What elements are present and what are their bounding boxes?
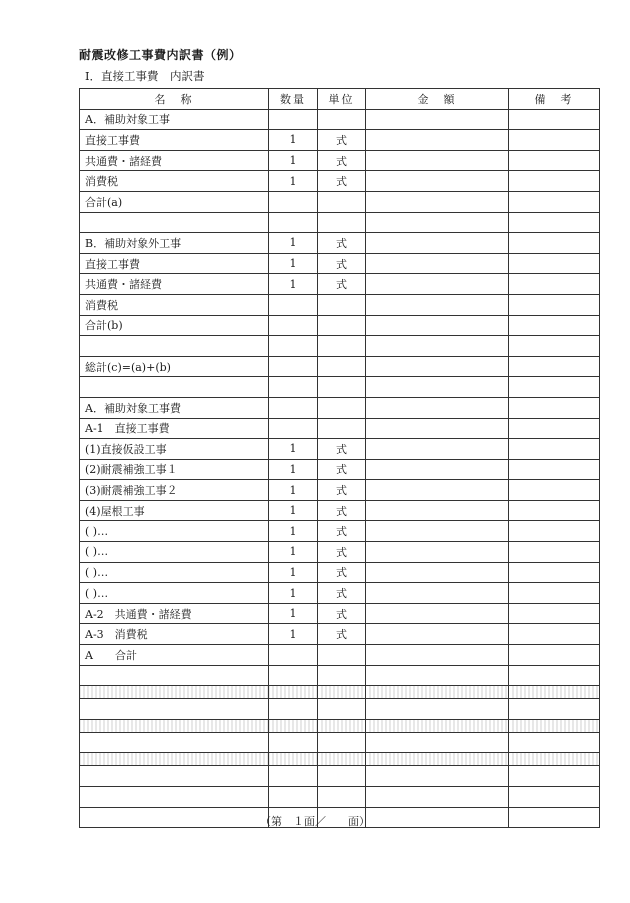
break-marker: [366, 753, 509, 766]
row-unit[interactable]: [318, 315, 366, 336]
row-amount[interactable]: [366, 480, 509, 501]
row-name[interactable]: 合計(a): [80, 191, 269, 212]
empty-cell[interactable]: [80, 787, 269, 808]
empty-cell[interactable]: [318, 787, 366, 808]
row-remarks[interactable]: [509, 191, 600, 212]
row-unit[interactable]: 式: [318, 171, 366, 192]
row-remarks[interactable]: [509, 521, 600, 542]
row-name[interactable]: [80, 336, 269, 357]
row-amount[interactable]: [366, 356, 509, 377]
empty-cell[interactable]: [366, 766, 509, 787]
empty-cell[interactable]: [318, 732, 366, 753]
row-quantity[interactable]: 1: [269, 583, 318, 604]
break-marker: [509, 753, 600, 766]
table-row: [80, 480, 600, 501]
table-row: [80, 521, 600, 542]
row-name[interactable]: 直接工事費: [80, 253, 269, 274]
row-name[interactable]: A-3 消費税: [80, 624, 269, 645]
row-name[interactable]: (1)直接仮設工事: [80, 439, 269, 460]
row-unit[interactable]: 式: [318, 521, 366, 542]
row-amount[interactable]: [366, 459, 509, 480]
header-quantity: 数量: [269, 89, 318, 110]
row-unit[interactable]: 式: [318, 459, 366, 480]
row-remarks[interactable]: [509, 439, 600, 460]
row-remarks[interactable]: [509, 624, 600, 645]
row-unit[interactable]: 式: [318, 233, 366, 254]
row-remarks[interactable]: [509, 377, 600, 398]
table-row: [80, 109, 600, 130]
empty-cell[interactable]: [269, 699, 318, 720]
row-unit[interactable]: 式: [318, 624, 366, 645]
row-amount[interactable]: [366, 294, 509, 315]
break-marker: [80, 719, 269, 732]
row-amount[interactable]: [366, 645, 509, 666]
row-unit[interactable]: 式: [318, 500, 366, 521]
document-title: 耐震改修工事費内訳書（例）: [79, 48, 242, 62]
break-marker: [269, 719, 318, 732]
table-row: [80, 150, 600, 171]
table-row: [80, 171, 600, 192]
table-row: [80, 377, 600, 398]
row-unit[interactable]: [318, 645, 366, 666]
table-row: [80, 336, 600, 357]
row-amount[interactable]: [366, 521, 509, 542]
row-quantity[interactable]: 1: [269, 500, 318, 521]
break-marker: [318, 686, 366, 699]
row-remarks[interactable]: [509, 233, 600, 254]
empty-cell[interactable]: [509, 699, 600, 720]
row-remarks[interactable]: [509, 212, 600, 233]
row-name[interactable]: 直接工事費: [80, 130, 269, 151]
row-name[interactable]: [80, 212, 269, 233]
break-marker: [80, 686, 269, 699]
row-amount[interactable]: [366, 109, 509, 130]
table-row: [80, 130, 600, 151]
row-remarks[interactable]: [509, 109, 600, 130]
row-quantity[interactable]: [269, 356, 318, 377]
row-name[interactable]: 消費税: [80, 294, 269, 315]
table-row: [80, 562, 600, 583]
row-unit[interactable]: 式: [318, 542, 366, 563]
row-amount[interactable]: [366, 583, 509, 604]
row-quantity[interactable]: [269, 645, 318, 666]
table-row: [80, 418, 600, 439]
row-remarks[interactable]: [509, 562, 600, 583]
row-amount[interactable]: [366, 542, 509, 563]
empty-cell[interactable]: [509, 665, 600, 686]
row-name[interactable]: ( )…: [80, 521, 269, 542]
row-amount[interactable]: [366, 439, 509, 460]
breakdown-table: [79, 88, 600, 828]
row-quantity[interactable]: [269, 315, 318, 336]
row-quantity[interactable]: 1: [269, 521, 318, 542]
empty-cell[interactable]: [269, 665, 318, 686]
row-quantity[interactable]: 1: [269, 233, 318, 254]
empty-cell[interactable]: [318, 766, 366, 787]
row-name[interactable]: ( )…: [80, 542, 269, 563]
row-name[interactable]: (3)耐震補強工事２: [80, 480, 269, 501]
empty-cell[interactable]: [509, 766, 600, 787]
row-quantity[interactable]: 1: [269, 130, 318, 151]
table-row: [80, 699, 600, 720]
row-unit[interactable]: 式: [318, 583, 366, 604]
row-unit[interactable]: [318, 109, 366, 130]
empty-cell[interactable]: [318, 699, 366, 720]
row-amount[interactable]: [366, 562, 509, 583]
row-name[interactable]: 消費税: [80, 171, 269, 192]
break-marker: [366, 686, 509, 699]
row-quantity[interactable]: 1: [269, 253, 318, 274]
row-quantity[interactable]: [269, 294, 318, 315]
row-remarks[interactable]: [509, 274, 600, 295]
break-marker: [269, 753, 318, 766]
table-row: [80, 274, 600, 295]
row-name[interactable]: (4)屋根工事: [80, 500, 269, 521]
row-name[interactable]: 総計(c)=(a)+(b): [80, 356, 269, 377]
row-quantity[interactable]: 1: [269, 171, 318, 192]
table-row: [80, 787, 600, 808]
row-name[interactable]: [80, 377, 269, 398]
row-amount[interactable]: [366, 150, 509, 171]
row-remarks[interactable]: [509, 253, 600, 274]
row-amount[interactable]: [366, 397, 509, 418]
row-name[interactable]: ( )…: [80, 562, 269, 583]
row-remarks[interactable]: [509, 336, 600, 357]
table-row: [80, 766, 600, 787]
row-unit[interactable]: [318, 418, 366, 439]
break-marker: [80, 753, 269, 766]
table-row: [80, 212, 600, 233]
row-quantity[interactable]: 1: [269, 562, 318, 583]
empty-cell[interactable]: [80, 766, 269, 787]
row-quantity[interactable]: 1: [269, 542, 318, 563]
empty-cell[interactable]: [80, 665, 269, 686]
empty-cell[interactable]: [269, 732, 318, 753]
empty-cell[interactable]: [80, 732, 269, 753]
row-remarks[interactable]: [509, 397, 600, 418]
row-quantity[interactable]: 1: [269, 439, 318, 460]
row-amount[interactable]: [366, 130, 509, 151]
row-name[interactable]: ( )…: [80, 583, 269, 604]
row-remarks[interactable]: [509, 542, 600, 563]
row-unit[interactable]: [318, 356, 366, 377]
row-remarks[interactable]: [509, 171, 600, 192]
row-remarks[interactable]: [509, 480, 600, 501]
row-remarks[interactable]: [509, 150, 600, 171]
row-unit[interactable]: 式: [318, 603, 366, 624]
row-amount[interactable]: [366, 212, 509, 233]
row-remarks[interactable]: [509, 294, 600, 315]
row-unit[interactable]: [318, 212, 366, 233]
table-body: [80, 109, 600, 828]
row-amount[interactable]: [366, 171, 509, 192]
row-quantity[interactable]: [269, 109, 318, 130]
table-row: [80, 233, 600, 254]
empty-cell[interactable]: [269, 787, 318, 808]
row-amount[interactable]: [366, 253, 509, 274]
row-quantity[interactable]: 1: [269, 459, 318, 480]
empty-cell[interactable]: [509, 787, 600, 808]
row-quantity[interactable]: [269, 418, 318, 439]
break-marker: [318, 719, 366, 732]
row-quantity[interactable]: [269, 212, 318, 233]
row-quantity[interactable]: 1: [269, 603, 318, 624]
table-row: [80, 397, 600, 418]
row-quantity[interactable]: 1: [269, 624, 318, 645]
table-row: [80, 624, 600, 645]
row-remarks[interactable]: [509, 130, 600, 151]
table-row: [80, 665, 600, 686]
row-remarks[interactable]: [509, 583, 600, 604]
row-amount[interactable]: [366, 418, 509, 439]
row-name[interactable]: 合計(b): [80, 315, 269, 336]
empty-cell[interactable]: [366, 732, 509, 753]
row-remarks[interactable]: [509, 459, 600, 480]
breakdown-table-wrapper: [79, 88, 599, 828]
table-row: [80, 191, 600, 212]
row-quantity[interactable]: [269, 336, 318, 357]
row-name[interactable]: A-2 共通費・諸経費: [80, 603, 269, 624]
row-remarks[interactable]: [509, 500, 600, 521]
table-break-row: [80, 719, 600, 732]
row-unit[interactable]: 式: [318, 480, 366, 501]
row-amount[interactable]: [366, 315, 509, 336]
row-quantity[interactable]: [269, 191, 318, 212]
break-marker: [509, 719, 600, 732]
table-row: [80, 439, 600, 460]
row-quantity[interactable]: 1: [269, 274, 318, 295]
empty-cell[interactable]: [269, 766, 318, 787]
row-name[interactable]: A．補助対象工事: [80, 109, 269, 130]
table-row: [80, 459, 600, 480]
row-remarks[interactable]: [509, 603, 600, 624]
row-unit[interactable]: 式: [318, 562, 366, 583]
row-amount[interactable]: [366, 191, 509, 212]
table-row: [80, 583, 600, 604]
empty-cell[interactable]: [318, 665, 366, 686]
row-unit[interactable]: 式: [318, 253, 366, 274]
table-row: [80, 356, 600, 377]
row-amount[interactable]: [366, 624, 509, 645]
row-unit[interactable]: 式: [318, 130, 366, 151]
table-row: [80, 603, 600, 624]
row-unit[interactable]: [318, 336, 366, 357]
break-marker: [509, 686, 600, 699]
row-remarks[interactable]: [509, 418, 600, 439]
table-row: [80, 542, 600, 563]
row-name[interactable]: A．補助対象工事費: [80, 397, 269, 418]
break-marker: [318, 753, 366, 766]
table-row: [80, 315, 600, 336]
header-unit: 単位: [318, 89, 366, 110]
row-name[interactable]: 共通費・諸経費: [80, 274, 269, 295]
break-marker: [366, 719, 509, 732]
row-amount[interactable]: [366, 500, 509, 521]
header-name: 名 称: [80, 89, 269, 110]
row-name[interactable]: A-1 直接工事費: [80, 418, 269, 439]
empty-cell[interactable]: [366, 699, 509, 720]
row-unit[interactable]: 式: [318, 150, 366, 171]
row-quantity[interactable]: 1: [269, 480, 318, 501]
table-row: [80, 500, 600, 521]
table-row: [80, 732, 600, 753]
row-remarks[interactable]: [509, 315, 600, 336]
table-row: [80, 294, 600, 315]
empty-cell[interactable]: [366, 665, 509, 686]
empty-cell[interactable]: [366, 787, 509, 808]
row-unit[interactable]: [318, 191, 366, 212]
empty-cell[interactable]: [509, 732, 600, 753]
row-unit[interactable]: [318, 397, 366, 418]
row-name[interactable]: (2)耐震補強工事１: [80, 459, 269, 480]
header-amount: 金 額: [366, 89, 509, 110]
row-remarks[interactable]: [509, 356, 600, 377]
table-row: [80, 253, 600, 274]
row-name[interactable]: B．補助対象外工事: [80, 233, 269, 254]
row-amount[interactable]: [366, 377, 509, 398]
break-marker: [269, 686, 318, 699]
table-row: [80, 645, 600, 666]
row-unit[interactable]: 式: [318, 439, 366, 460]
row-name[interactable]: 共通費・諸経費: [80, 150, 269, 171]
row-remarks[interactable]: [509, 645, 600, 666]
row-amount[interactable]: [366, 274, 509, 295]
table-break-row: [80, 686, 600, 699]
section-title: Ⅰ．直接工事費 内訳書: [85, 69, 205, 83]
row-amount[interactable]: [366, 336, 509, 357]
row-unit[interactable]: [318, 377, 366, 398]
row-unit[interactable]: [318, 294, 366, 315]
page-footer: （第 １面／ 面）: [260, 815, 370, 828]
row-quantity[interactable]: [269, 397, 318, 418]
row-amount[interactable]: [366, 233, 509, 254]
row-quantity[interactable]: [269, 377, 318, 398]
row-amount[interactable]: [366, 603, 509, 624]
row-quantity[interactable]: 1: [269, 150, 318, 171]
table-header-row: [80, 89, 600, 110]
empty-cell[interactable]: [80, 699, 269, 720]
row-unit[interactable]: 式: [318, 274, 366, 295]
row-name[interactable]: A 合計: [80, 645, 269, 666]
table-break-row: [80, 753, 600, 766]
header-remarks: 備 考: [509, 89, 600, 110]
